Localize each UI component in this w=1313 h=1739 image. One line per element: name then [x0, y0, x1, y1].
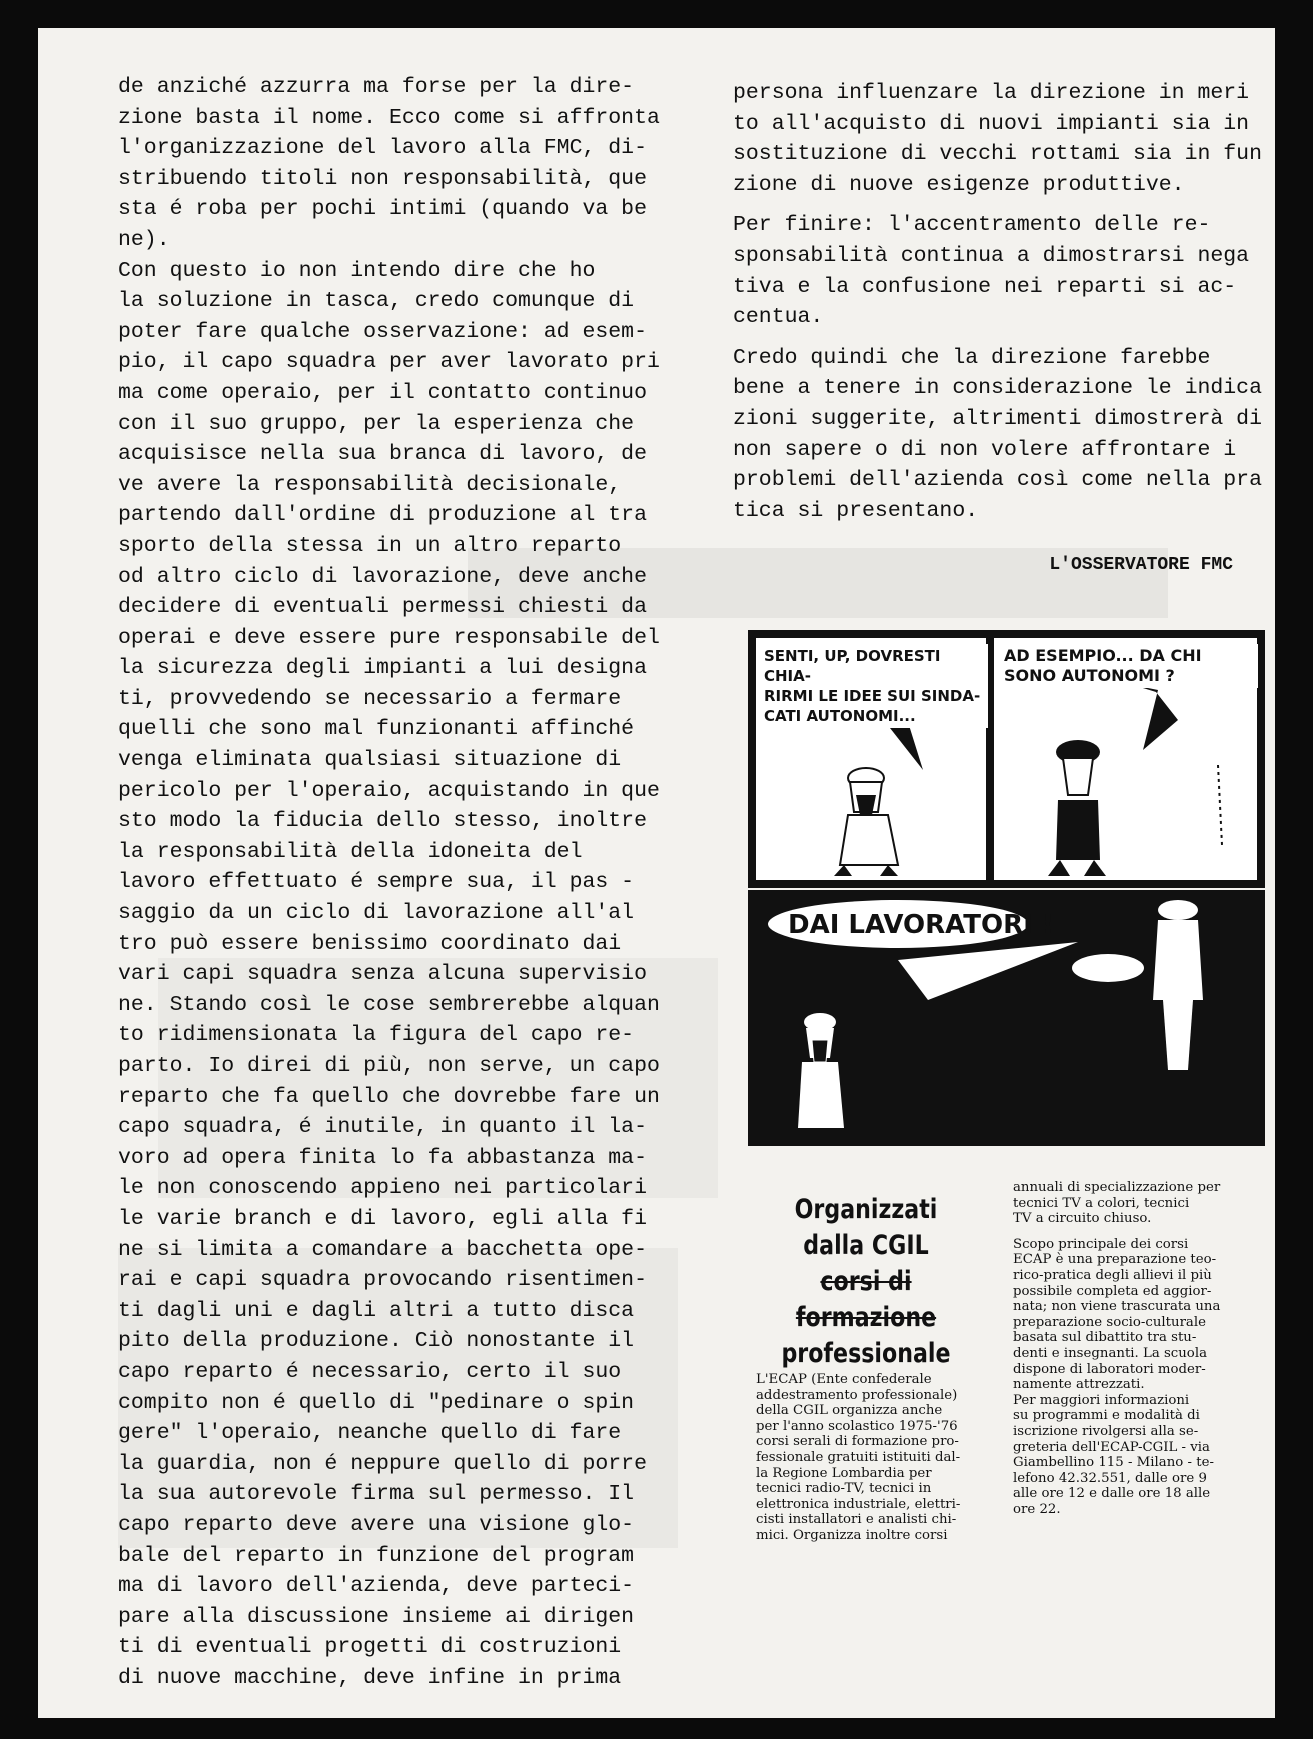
text-line: capo reparto deve avere una visione glo- — [118, 1512, 635, 1537]
text-line: namente attrezzati. — [1013, 1377, 1145, 1393]
text-line: della CGIL organizza anche — [756, 1403, 943, 1419]
text-line: vari capi squadra senza alcuna supervisio — [118, 962, 647, 987]
text-line: Con questo io non intendo dire che ho — [118, 258, 596, 283]
text-line: TV a circuito chiuso. — [1013, 1211, 1152, 1227]
text-line: alle ore 12 e dalle ore 18 alle — [1013, 1486, 1211, 1502]
text-line: ma di lavoro dell'azienda, deve parteci- — [118, 1574, 635, 1599]
text-line: cisti installatori e analisti chi- — [756, 1512, 957, 1528]
text-line: per l'anno scolastico 1975-'76 — [756, 1418, 958, 1434]
text-line: ne si limita a comandare a bacchetta ope- — [118, 1237, 647, 1262]
comic-speech-panel1: SENTI, UP, DOVRESTI CHIA- RIRMI LE IDEE SUI SINDA- CATI AUTONOMI... — [760, 644, 988, 728]
text-line: la sicurezza degli impianti a lui designa — [118, 656, 647, 681]
comic-speech-panel2: AD ESEMPIO... DA CHI SONO AUTONOMI ? — [1000, 644, 1258, 688]
comic-speech-panel3: DAI LAVORATORI ! — [788, 910, 1054, 940]
text-line: tro può essere benissimo coordinato dai — [118, 931, 622, 956]
text-line: la guardia, non é neppure quello di porre — [118, 1451, 647, 1476]
ad-right-text — [1013, 1180, 1220, 1517]
text-line: con il suo gruppo, per la esperienza che — [118, 411, 635, 436]
text-line: L'ECAP (Ente confederale — [756, 1372, 932, 1387]
text-line: tiva e la confusione nei reparti si ac- — [733, 274, 1237, 299]
text-line: denti e insegnanti. La scuola — [1013, 1345, 1207, 1361]
text-line: capo reparto é necessario, certo il suo — [118, 1359, 622, 1384]
text-line: bale del reparto in funzione del program — [118, 1543, 635, 1568]
text-line: sostituzione di vecchi rottami sia in fun — [733, 142, 1262, 167]
text-line: la responsabilità della idoneita del — [118, 839, 583, 864]
text-line: parto. Io direi di più, non serve, un capo — [118, 1054, 660, 1078]
text-line: le non conoscendo appieno nei particolari — [118, 1176, 647, 1201]
text-line: ne). — [118, 227, 170, 252]
text-line: ECAP è una preparazione teo- — [1013, 1252, 1217, 1268]
text-line: Giambellino 115 - Milano - te- — [1013, 1455, 1214, 1471]
text-line: to ridimensionata la figura del capo re- — [118, 1023, 635, 1048]
text-line: voro ad opera finita lo fa abbastanza ma- — [118, 1145, 647, 1170]
text-line: ve avere la responsabilità decisionale, — [118, 472, 622, 497]
text-line: persona influenzare la direzione in meri — [733, 81, 1250, 105]
text-line: zioni suggerite, altrimenti dimostrerà di — [733, 406, 1262, 431]
magazine-page — [38, 28, 1275, 1718]
text-line: reparto che fa quello che dovrebbe fare un — [118, 1084, 660, 1109]
text-line: ti di eventuali progetti di costruzioni — [118, 1635, 622, 1660]
text-line: acquisisce nella sua branca di lavoro, de — [118, 442, 647, 467]
text-line: gere" l'operaio, neanche quello di fare — [118, 1421, 622, 1446]
text-line: Per maggiori informazioni — [1013, 1392, 1190, 1408]
text-line — [1013, 1227, 1220, 1237]
text-line: ti, provvedendo se necessario a fermare — [118, 686, 622, 711]
text-line — [733, 200, 1262, 210]
text-line: Credo quindi che la direzione farebbe — [733, 345, 1211, 370]
text-line: ti dagli uni e dagli altri a tutto disca — [118, 1298, 635, 1323]
text-line: nata; non viene trascurata una — [1013, 1299, 1221, 1315]
text-line: la sua autorevole firma sul permesso. Il — [118, 1482, 635, 1507]
text-line: la soluzione in tasca, credo comunque di — [118, 289, 635, 314]
comic-strip-bottom — [748, 890, 1265, 1146]
text-line: pio, il capo squadra per aver lavorato pri — [118, 350, 660, 375]
article-signature: L'OSSERVATORE FMC — [1049, 555, 1233, 575]
text-line: tecnici TV a colori, tecnici — [1013, 1195, 1190, 1211]
text-line: fessionale gratuiti istituiti dal- — [756, 1449, 961, 1465]
text-line: bene a tenere in considerazione le indica — [733, 376, 1262, 401]
text-line: to all'acquisto di nuovi impianti sia in — [733, 111, 1250, 136]
text-line: tica si presentano. — [733, 498, 979, 523]
text-line: iscrizione rivolgersi alla se- — [1013, 1423, 1199, 1439]
text-line: pericolo per l'operaio, acquistando in que — [118, 778, 660, 803]
text-line: stribuendo titoli non responsabilità, que — [118, 166, 647, 191]
text-line: lefono 42.32.551, dalle ore 9 — [1013, 1470, 1207, 1486]
text-line: sponsabilità continua a dimostrarsi nega — [733, 243, 1250, 268]
text-line: pito della produzione. Ciò nonostante il — [118, 1329, 635, 1354]
text-line: mici. Organizza inoltre corsi — [756, 1527, 948, 1543]
text-line: preparazione socio-culturale — [1013, 1314, 1206, 1330]
text-line: centua. — [733, 305, 824, 330]
text-line: l'organizzazione del lavoro alla FMC, di- — [118, 136, 647, 161]
text-line: annuali di specializzazione per — [1013, 1180, 1221, 1195]
text-line — [733, 333, 1262, 343]
text-line: addestramento professionale) — [756, 1387, 958, 1403]
text-line: capo squadra, é inutile, in quanto il la- — [118, 1115, 647, 1140]
text-line: Per finire: l'accentramento delle re- — [733, 213, 1211, 238]
text-line: possibile completa ed aggior- — [1013, 1283, 1212, 1299]
text-line: zione di nuove esigenze produttive. — [733, 172, 1185, 197]
cgil-ad — [738, 1180, 1253, 1675]
text-line: la Regione Lombardia per — [756, 1465, 932, 1481]
text-line: greteria dell'ECAP-CGIL - via — [1013, 1439, 1210, 1455]
text-line: sta é roba per pochi intimi (quando va be — [118, 197, 647, 222]
text-line: corsi serali di formazione pro- — [756, 1434, 959, 1450]
text-line: ma come operaio, per il contatto continuo — [118, 380, 647, 405]
text-line: di nuove macchine, deve infine in prima — [118, 1665, 622, 1690]
text-line: rai e capi squadra provocando risentimen- — [118, 1268, 647, 1293]
text-line: venga eliminata qualsiasi situazione di — [118, 748, 622, 773]
text-line: non sapere o di non volere affrontare i — [733, 437, 1237, 462]
text-line: compito non é quello di "pedinare o spin — [118, 1390, 635, 1415]
text-line: Scopo principale dei corsi — [1013, 1236, 1189, 1252]
text-line: poter fare qualche osservazione: ad esem- — [118, 319, 647, 344]
text-line: tecnici radio-TV, tecnici in — [756, 1481, 932, 1497]
ad-title: Organizzati dalla CGIL corsi di formazione professionale — [781, 1194, 951, 1369]
article-right-column — [733, 78, 1262, 526]
text-line: rico-pratica degli allievi il più — [1013, 1267, 1212, 1283]
text-line: ne. Stando così le cose sembrerebbe alquan — [118, 992, 660, 1017]
text-line: partendo dall'ordine di produzione al tra — [118, 503, 647, 528]
text-line: le varie branch e di lavoro, egli alla fi — [118, 1206, 647, 1231]
text-line: decidere di eventuali permessi chiesti da — [118, 595, 647, 620]
text-line: sto modo la fiducia dello stesso, inoltre — [118, 809, 647, 834]
text-line: su programmi e modalità di — [1013, 1408, 1200, 1424]
text-line: de anziché azzurra ma forse per la dire- — [118, 75, 635, 99]
text-line: problemi dell'azienda così come nella pra — [733, 468, 1262, 493]
text-line: operai e deve essere pure responsabile del — [118, 625, 660, 650]
text-line: basata sul dibattito tra stu- — [1013, 1330, 1197, 1346]
text-line: od altro ciclo di lavorazione, deve anche — [118, 564, 647, 589]
ad-left-text — [756, 1372, 960, 1544]
text-line: saggio da un ciclo di lavorazione all'al — [118, 901, 635, 926]
comic-strip-top — [748, 630, 1265, 888]
text-line: ore 22. — [1013, 1501, 1061, 1517]
text-line: pare alla discussione insieme ai dirigen — [118, 1604, 635, 1629]
text-line: elettronica industriale, elettri- — [756, 1496, 961, 1512]
text-line: sporto della stessa in un altro reparto — [118, 533, 622, 558]
text-line: dispone di laboratori moder- — [1013, 1361, 1206, 1377]
text-line: lavoro effettuato é sempre sua, il pas - — [118, 870, 635, 895]
text-line: quelli che sono mal funzionanti affinché — [118, 717, 635, 742]
text-line: zione basta il nome. Ecco come si affronta — [118, 105, 660, 130]
article-left-column — [118, 72, 660, 1693]
